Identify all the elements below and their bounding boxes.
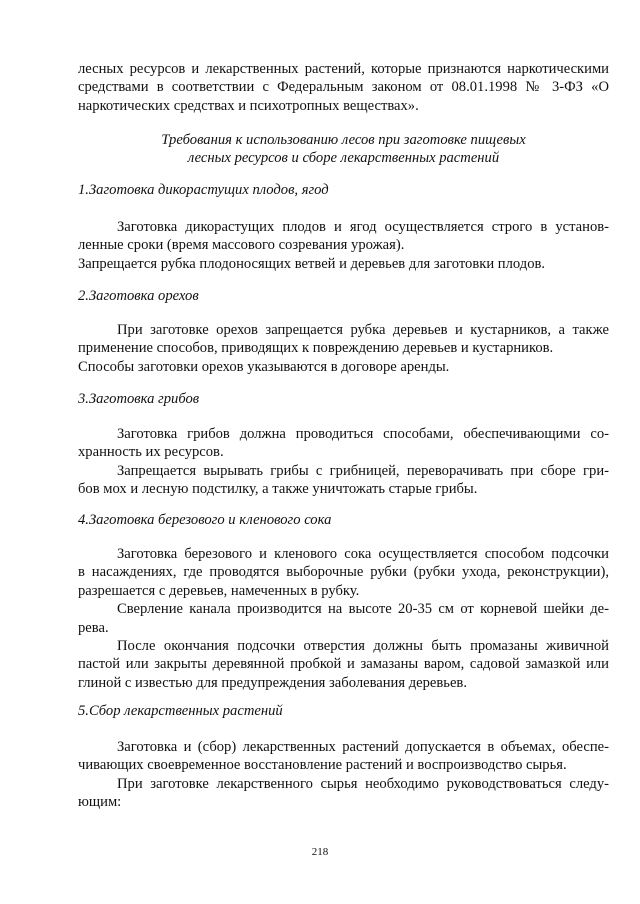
- text-line: глиной с известью для предупреждения заболевания деревьев.: [78, 674, 467, 691]
- text-line: разрешается с деревьев, намеченных в рубку.: [78, 582, 360, 599]
- text-line: Способы заготовки орехов указываются в договоре аренды.: [78, 358, 450, 375]
- section-heading-2: 2.Заготовка орехов: [78, 288, 199, 304]
- text-line: пастой или закрыты деревянной пробкой и замазаны варом, садовой замазкой или: [78, 656, 609, 673]
- text-line: Запрещается вырывать грибы с грибницей, переворачивать при сборе гри-: [117, 462, 609, 479]
- text-line: чивающих своевременное восстановление растений и воспроизводство сырья.: [78, 757, 567, 774]
- text-line: При заготовке орехов запрещается рубка деревьев и кустарников, а также: [117, 322, 609, 338]
- intro-paragraph: [78, 60, 609, 115]
- title-line: Требования к использованию лесов при заготовке пищевых: [161, 132, 526, 148]
- title-line: лесных ресурсов и сборе лекарственных растений: [187, 150, 500, 167]
- text-line: средствами в соответствии с Федеральным законом от 08.01.1998 № 3-ФЗ «О: [78, 79, 609, 96]
- section-heading-5: 5.Сбор лекарственных растений: [78, 703, 283, 719]
- text-line: При заготовке лекарственного сырья необходимо руководствоваться следу-: [117, 775, 609, 792]
- text-line: Сверление канала производится на высоте 20-35 см от корневой шейки де-: [117, 601, 609, 618]
- text-line: в насаждениях, где проводятся выборочные рубки (рубки ухода, реконструкции),: [78, 564, 609, 581]
- text-line: ющим:: [78, 794, 122, 811]
- text-line: рева.: [78, 619, 109, 636]
- section-body-2: [78, 321, 609, 376]
- text-line: наркотических средствах и психотропных веществах».: [78, 97, 419, 114]
- section-heading-4: 4.Заготовка березового и кленового сока: [78, 512, 332, 528]
- text-line: ленные сроки (время массового созревания урожая).: [78, 237, 405, 254]
- section-body-3: [78, 425, 609, 499]
- text-line: Заготовка дикорастущих плодов и ягод осуществляется строго в установ-: [117, 219, 609, 235]
- text-line: После окончания подсочки отверстия должны быть промазаны живичной: [117, 638, 609, 655]
- text-line: Заготовка березового и кленового сока осуществляется способом подсочки: [117, 546, 609, 562]
- text-line: бов мох и лесную подстилку, а также уничтожать старые грибы.: [78, 481, 478, 498]
- text-line: Заготовка грибов должна проводиться способами, обеспечивающими со-: [117, 426, 609, 442]
- text-line: хранность их ресурсов.: [78, 444, 224, 461]
- section-body-5: [78, 738, 609, 812]
- text-line: Заготовка и (сбор) лекарственных растений допускается в объемах, обеспе-: [117, 739, 609, 755]
- section-heading-3: 3.Заготовка грибов: [78, 391, 200, 407]
- text-line: применение способов, приводящих к повреждению деревьев и кустарников.: [78, 340, 554, 357]
- section-body-1: [78, 218, 609, 273]
- text-line: лесных ресурсов и лекарственных растений, которые признаются наркотическими: [78, 61, 609, 77]
- text-line: Запрещается рубка плодоносящих ветвей и деревьев для заготовки плодов.: [78, 255, 546, 272]
- page-number: 218: [311, 846, 329, 858]
- section-title: [78, 131, 609, 168]
- section-heading-1: 1.Заготовка дикорастущих плодов, ягод: [78, 182, 329, 198]
- section-body-4: [78, 545, 609, 692]
